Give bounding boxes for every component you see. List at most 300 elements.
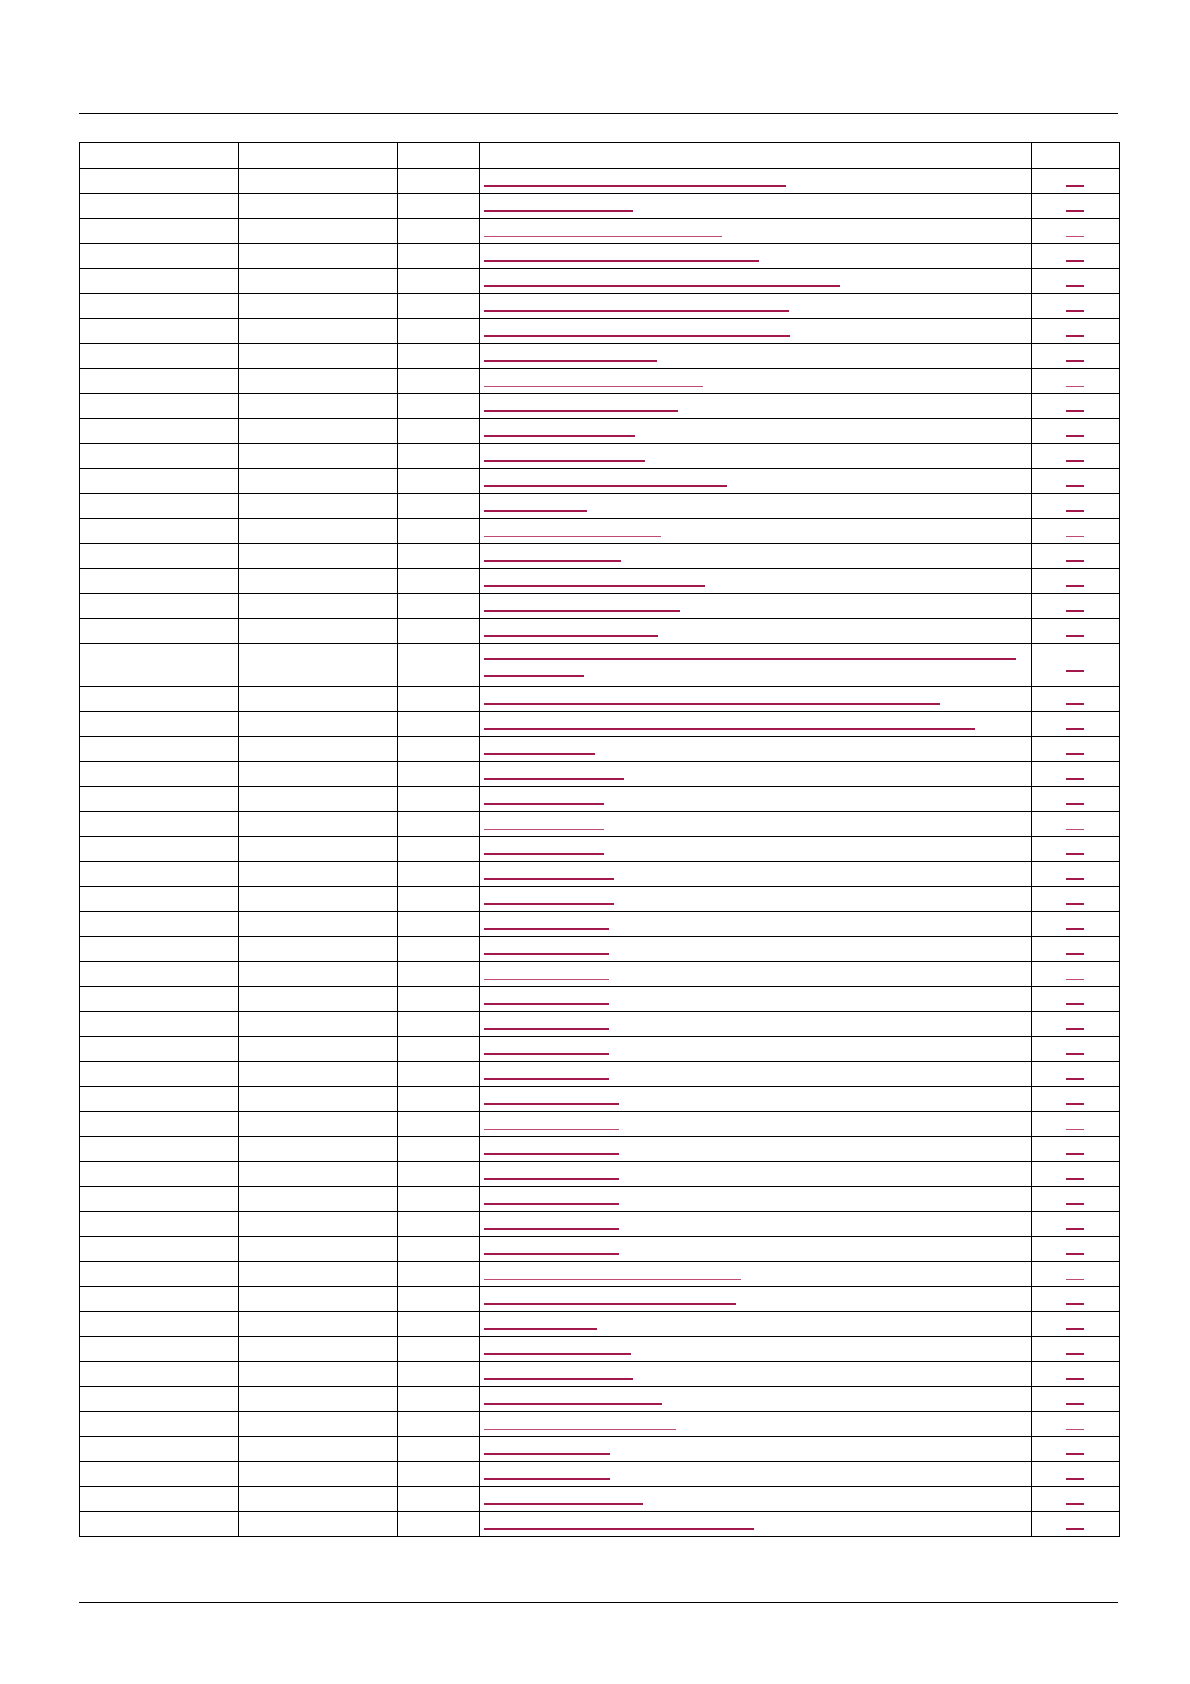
description-link-continued[interactable] — [484, 675, 584, 677]
description-link[interactable] — [484, 386, 703, 387]
cell-col-2 — [239, 369, 398, 394]
cell-col-2 — [239, 1012, 398, 1037]
description-cell — [480, 1362, 1032, 1387]
description-link[interactable] — [484, 1478, 610, 1480]
cell-col-1 — [80, 987, 239, 1012]
description-link[interactable] — [484, 903, 614, 905]
table-row — [80, 1337, 1120, 1362]
cell-col-3 — [398, 887, 480, 912]
description-link[interactable] — [484, 703, 940, 705]
cell-col-2 — [239, 244, 398, 269]
description-link[interactable] — [484, 979, 609, 980]
table-row — [80, 1362, 1120, 1387]
page-cell — [1032, 737, 1120, 762]
cell-col-2 — [239, 569, 398, 594]
page-link[interactable] — [1066, 903, 1084, 905]
cell-col-3 — [398, 687, 480, 712]
page-link[interactable] — [1066, 460, 1084, 462]
description-cell — [480, 1137, 1032, 1162]
description-link[interactable] — [484, 1503, 643, 1505]
page-link[interactable] — [1066, 236, 1084, 237]
cell-col-1 — [80, 1462, 239, 1487]
description-link[interactable] — [484, 928, 609, 930]
cell-col-2 — [239, 1412, 398, 1437]
description-link[interactable] — [484, 285, 840, 287]
page-link[interactable] — [1066, 335, 1084, 337]
description-cell — [480, 912, 1032, 937]
table-row — [80, 1062, 1120, 1087]
description-cell — [480, 1412, 1032, 1437]
description-cell — [480, 1462, 1032, 1487]
cell-col-2 — [239, 787, 398, 812]
page-link[interactable] — [1066, 1129, 1084, 1130]
description-link[interactable] — [484, 953, 609, 955]
page-link[interactable] — [1066, 1403, 1084, 1405]
cell-col-1 — [80, 962, 239, 987]
page-cell — [1032, 419, 1120, 444]
description-link[interactable] — [484, 185, 786, 187]
cell-col-1 — [80, 837, 239, 862]
description-link[interactable] — [484, 210, 633, 212]
cell-col-2 — [239, 494, 398, 519]
page-link[interactable] — [1066, 829, 1084, 830]
cell-col-3 — [398, 544, 480, 569]
description-link[interactable] — [484, 335, 790, 337]
description-cell — [480, 644, 1032, 687]
cell-col-2 — [239, 987, 398, 1012]
cell-col-2 — [239, 169, 398, 194]
cell-col-2 — [239, 1362, 398, 1387]
cell-col-1 — [80, 1062, 239, 1087]
cell-col-3 — [398, 1387, 480, 1412]
table-row — [80, 1412, 1120, 1437]
cell-col-1 — [80, 444, 239, 469]
index-table — [79, 142, 1120, 1537]
table-row — [80, 594, 1120, 619]
page-link[interactable] — [1066, 210, 1084, 212]
description-cell — [480, 1062, 1032, 1087]
page-link[interactable] — [1066, 1053, 1084, 1055]
page-cell — [1032, 762, 1120, 787]
page-link[interactable] — [1066, 1328, 1084, 1330]
cell-col-1 — [80, 1337, 239, 1362]
page-link[interactable] — [1066, 778, 1084, 780]
page-link[interactable] — [1066, 728, 1084, 730]
page-link[interactable] — [1066, 386, 1084, 387]
cell-col-3 — [398, 269, 480, 294]
cell-col-3 — [398, 1112, 480, 1137]
page-cell — [1032, 787, 1120, 812]
page-cell — [1032, 1512, 1120, 1537]
cell-col-1 — [80, 737, 239, 762]
page-cell — [1032, 1162, 1120, 1187]
table-row — [80, 762, 1120, 787]
table-row — [80, 962, 1120, 987]
description-link[interactable] — [484, 753, 595, 755]
cell-col-3 — [398, 1162, 480, 1187]
description-link[interactable] — [484, 658, 1016, 660]
page-link[interactable] — [1066, 1503, 1084, 1505]
table-row — [80, 1487, 1120, 1512]
description-link[interactable] — [484, 510, 587, 512]
page-link[interactable] — [1066, 285, 1084, 287]
header-cell-2 — [239, 143, 398, 169]
page-link[interactable] — [1066, 435, 1084, 437]
description-cell — [480, 1262, 1032, 1287]
page-cell — [1032, 244, 1120, 269]
cell-col-2 — [239, 319, 398, 344]
description-cell — [480, 762, 1032, 787]
description-link[interactable] — [484, 1129, 619, 1130]
cell-col-1 — [80, 269, 239, 294]
description-link[interactable] — [484, 1253, 619, 1255]
description-link[interactable] — [484, 1429, 676, 1430]
table-body — [80, 169, 1120, 1537]
description-cell — [480, 1112, 1032, 1137]
cell-col-3 — [398, 1062, 480, 1087]
cell-col-2 — [239, 1437, 398, 1462]
description-link[interactable] — [484, 1028, 609, 1030]
table-row — [80, 344, 1120, 369]
page-link[interactable] — [1066, 585, 1084, 587]
table-row — [80, 937, 1120, 962]
description-cell — [480, 812, 1032, 837]
description-link[interactable] — [484, 435, 635, 437]
table-row — [80, 1137, 1120, 1162]
description-cell — [480, 1212, 1032, 1237]
table-row — [80, 319, 1120, 344]
description-link[interactable] — [484, 1353, 631, 1355]
table-row — [80, 194, 1120, 219]
page-link[interactable] — [1066, 485, 1084, 487]
header-cell-5 — [1032, 143, 1120, 169]
page-link[interactable] — [1066, 878, 1084, 880]
page-cell — [1032, 862, 1120, 887]
cell-col-1 — [80, 687, 239, 712]
description-link[interactable] — [484, 1328, 597, 1330]
table-row — [80, 1012, 1120, 1037]
table-row — [80, 737, 1120, 762]
cell-col-1 — [80, 1487, 239, 1512]
description-link[interactable] — [484, 610, 680, 612]
cell-col-3 — [398, 1337, 480, 1362]
cell-col-3 — [398, 1412, 480, 1437]
cell-col-1 — [80, 1187, 239, 1212]
description-cell — [480, 1387, 1032, 1412]
cell-col-3 — [398, 837, 480, 862]
description-cell — [480, 394, 1032, 419]
description-link[interactable] — [484, 1053, 609, 1055]
cell-col-2 — [239, 962, 398, 987]
cell-col-1 — [80, 569, 239, 594]
page-link[interactable] — [1066, 1203, 1084, 1205]
cell-col-2 — [239, 1137, 398, 1162]
cell-col-1 — [80, 812, 239, 837]
table-row — [80, 887, 1120, 912]
page-cell — [1032, 469, 1120, 494]
cell-col-3 — [398, 1362, 480, 1387]
page-link[interactable] — [1066, 1078, 1084, 1080]
cell-col-2 — [239, 862, 398, 887]
page-link[interactable] — [1066, 1103, 1084, 1105]
cell-col-2 — [239, 644, 398, 687]
page-cell — [1032, 619, 1120, 644]
page-cell — [1032, 987, 1120, 1012]
description-link[interactable] — [484, 1178, 619, 1180]
page-cell — [1032, 644, 1120, 687]
cell-col-3 — [398, 912, 480, 937]
page-link[interactable] — [1066, 670, 1084, 672]
description-link[interactable] — [484, 1203, 619, 1205]
description-link[interactable] — [484, 585, 705, 587]
page-cell — [1032, 1087, 1120, 1112]
cell-col-3 — [398, 594, 480, 619]
cell-col-2 — [239, 1037, 398, 1062]
description-link[interactable] — [484, 536, 661, 537]
cell-col-3 — [398, 1262, 480, 1287]
description-link[interactable] — [484, 460, 645, 462]
page-link[interactable] — [1066, 1028, 1084, 1030]
page-link[interactable] — [1066, 703, 1084, 705]
cell-col-2 — [239, 1387, 398, 1412]
description-link[interactable] — [484, 1153, 619, 1155]
cell-col-3 — [398, 469, 480, 494]
description-link[interactable] — [484, 1528, 754, 1530]
cell-col-1 — [80, 762, 239, 787]
cell-col-1 — [80, 394, 239, 419]
cell-col-2 — [239, 444, 398, 469]
description-link[interactable] — [484, 1303, 736, 1305]
page-link[interactable] — [1066, 635, 1084, 637]
cell-col-1 — [80, 1137, 239, 1162]
cell-col-2 — [239, 194, 398, 219]
description-link[interactable] — [484, 485, 727, 487]
description-cell — [480, 594, 1032, 619]
page-link[interactable] — [1066, 953, 1084, 955]
page-link[interactable] — [1066, 510, 1084, 512]
description-cell — [480, 294, 1032, 319]
description-cell — [480, 1087, 1032, 1112]
page-link[interactable] — [1066, 979, 1084, 980]
description-cell — [480, 1287, 1032, 1312]
cell-col-2 — [239, 887, 398, 912]
cell-col-2 — [239, 812, 398, 837]
page-link[interactable] — [1066, 260, 1084, 262]
cell-col-2 — [239, 219, 398, 244]
description-cell — [480, 737, 1032, 762]
page-link[interactable] — [1066, 410, 1084, 412]
page-link[interactable] — [1066, 560, 1084, 562]
page-link[interactable] — [1066, 1228, 1084, 1230]
table-row — [80, 369, 1120, 394]
page-link[interactable] — [1066, 185, 1084, 187]
cell-col-1 — [80, 1012, 239, 1037]
footer-rule — [79, 1602, 1118, 1603]
page-cell — [1032, 169, 1120, 194]
cell-col-3 — [398, 862, 480, 887]
cell-col-1 — [80, 294, 239, 319]
description-link[interactable] — [484, 236, 722, 237]
cell-col-1 — [80, 1287, 239, 1312]
page-cell — [1032, 887, 1120, 912]
description-link[interactable] — [484, 728, 975, 730]
cell-col-1 — [80, 419, 239, 444]
description-link[interactable] — [484, 1403, 662, 1405]
cell-col-3 — [398, 319, 480, 344]
cell-col-3 — [398, 1287, 480, 1312]
page-link[interactable] — [1066, 1003, 1084, 1005]
cell-col-1 — [80, 1112, 239, 1137]
cell-col-1 — [80, 544, 239, 569]
table-row — [80, 1262, 1120, 1287]
table-row — [80, 1462, 1120, 1487]
cell-col-3 — [398, 1487, 480, 1512]
cell-col-3 — [398, 1087, 480, 1112]
page-link[interactable] — [1066, 360, 1084, 362]
description-link[interactable] — [484, 1453, 610, 1455]
cell-col-3 — [398, 812, 480, 837]
page-link[interactable] — [1066, 1478, 1084, 1480]
cell-col-2 — [239, 912, 398, 937]
cell-col-1 — [80, 194, 239, 219]
cell-col-1 — [80, 469, 239, 494]
cell-col-3 — [398, 294, 480, 319]
page-cell — [1032, 1012, 1120, 1037]
description-cell — [480, 1162, 1032, 1187]
page-link[interactable] — [1066, 310, 1084, 312]
page-cell — [1032, 1212, 1120, 1237]
cell-col-2 — [239, 394, 398, 419]
description-link[interactable] — [484, 1279, 741, 1280]
page-cell — [1032, 1287, 1120, 1312]
cell-col-1 — [80, 1512, 239, 1537]
description-cell — [480, 1037, 1032, 1062]
cell-col-1 — [80, 1037, 239, 1062]
cell-col-3 — [398, 1137, 480, 1162]
cell-col-3 — [398, 1437, 480, 1462]
description-link[interactable] — [484, 1228, 619, 1230]
cell-col-1 — [80, 1087, 239, 1112]
page-cell — [1032, 1437, 1120, 1462]
page-cell — [1032, 319, 1120, 344]
page-cell — [1032, 962, 1120, 987]
description-cell — [480, 687, 1032, 712]
page-link[interactable] — [1066, 1178, 1084, 1180]
page-cell — [1032, 594, 1120, 619]
cell-col-3 — [398, 787, 480, 812]
page-link[interactable] — [1066, 853, 1084, 855]
page-link[interactable] — [1066, 536, 1084, 537]
description-link[interactable] — [484, 260, 759, 262]
page-link[interactable] — [1066, 1153, 1084, 1155]
page-link[interactable] — [1066, 1528, 1084, 1530]
page-cell — [1032, 1112, 1120, 1137]
description-link[interactable] — [484, 1378, 633, 1380]
cell-col-2 — [239, 1287, 398, 1312]
cell-col-1 — [80, 912, 239, 937]
description-link[interactable] — [484, 360, 657, 362]
page-link[interactable] — [1066, 803, 1084, 805]
description-cell — [480, 1487, 1032, 1512]
page-link[interactable] — [1066, 1279, 1084, 1280]
cell-col-1 — [80, 1212, 239, 1237]
table-row — [80, 219, 1120, 244]
cell-col-1 — [80, 1312, 239, 1337]
cell-col-2 — [239, 712, 398, 737]
description-link[interactable] — [484, 560, 621, 562]
page-cell — [1032, 1312, 1120, 1337]
page-link[interactable] — [1066, 610, 1084, 612]
page-link[interactable] — [1066, 753, 1084, 755]
cell-col-3 — [398, 244, 480, 269]
table-row — [80, 444, 1120, 469]
description-cell — [480, 1237, 1032, 1262]
page-cell — [1032, 1337, 1120, 1362]
cell-col-1 — [80, 369, 239, 394]
table-row — [80, 987, 1120, 1012]
table-row — [80, 169, 1120, 194]
description-link[interactable] — [484, 803, 604, 805]
page-cell — [1032, 1237, 1120, 1262]
page-link[interactable] — [1066, 1253, 1084, 1255]
cell-col-2 — [239, 1212, 398, 1237]
cell-col-1 — [80, 712, 239, 737]
table-row — [80, 419, 1120, 444]
cell-col-1 — [80, 1437, 239, 1462]
description-link[interactable] — [484, 1103, 619, 1105]
cell-col-2 — [239, 269, 398, 294]
description-link[interactable] — [484, 853, 604, 855]
description-link[interactable] — [484, 778, 624, 780]
header-cell-4 — [480, 143, 1032, 169]
description-cell — [480, 544, 1032, 569]
page-link[interactable] — [1066, 1303, 1084, 1305]
page-link[interactable] — [1066, 1353, 1084, 1355]
cell-col-1 — [80, 1262, 239, 1287]
description-link[interactable] — [484, 878, 614, 880]
description-link[interactable] — [484, 410, 678, 412]
page-cell — [1032, 519, 1120, 544]
cell-col-2 — [239, 419, 398, 444]
cell-col-1 — [80, 594, 239, 619]
table-row — [80, 712, 1120, 737]
cell-col-3 — [398, 1037, 480, 1062]
cell-col-2 — [239, 1087, 398, 1112]
description-cell — [480, 319, 1032, 344]
description-cell — [480, 619, 1032, 644]
cell-col-2 — [239, 344, 398, 369]
description-link[interactable] — [484, 1003, 609, 1005]
description-link[interactable] — [484, 635, 658, 637]
page-link[interactable] — [1066, 1378, 1084, 1380]
cell-col-2 — [239, 737, 398, 762]
table-row — [80, 1237, 1120, 1262]
page-link[interactable] — [1066, 928, 1084, 930]
description-link[interactable] — [484, 1078, 609, 1080]
table-row — [80, 1212, 1120, 1237]
description-link[interactable] — [484, 310, 789, 312]
table-row — [80, 469, 1120, 494]
page-link[interactable] — [1066, 1429, 1084, 1430]
cell-col-1 — [80, 937, 239, 962]
page-link[interactable] — [1066, 1453, 1084, 1455]
description-link[interactable] — [484, 829, 604, 830]
table-row — [80, 569, 1120, 594]
description-cell — [480, 419, 1032, 444]
description-cell — [480, 469, 1032, 494]
table-row — [80, 1437, 1120, 1462]
table-row — [80, 1387, 1120, 1412]
